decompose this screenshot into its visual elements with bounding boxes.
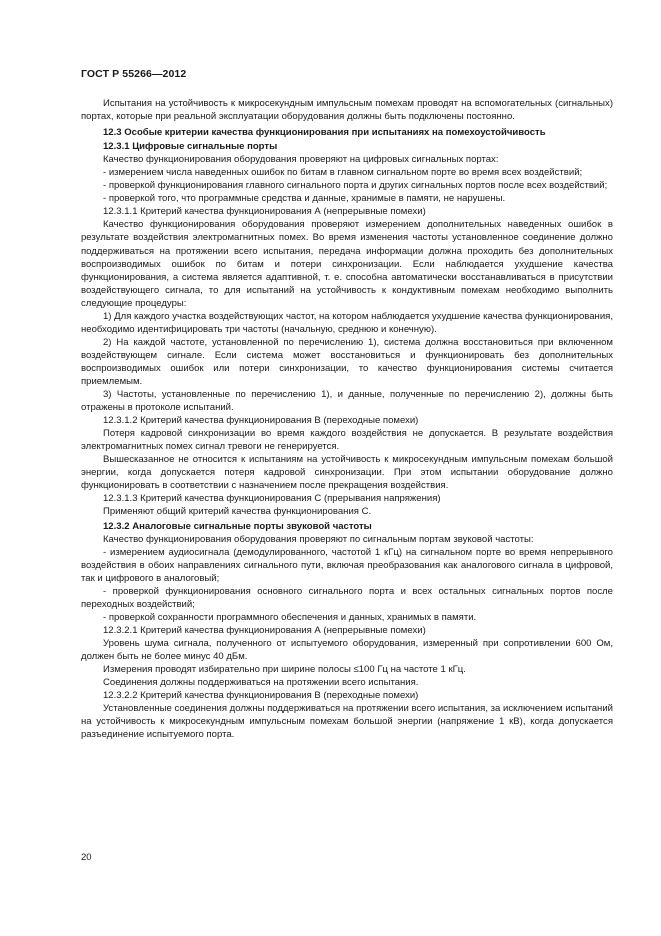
list-item: 3) Частоты, установленные по перечислению 1), и данные, полученные по перечислению 2), должны быть отражены в протоколе испытаний. <box>81 389 613 414</box>
subsection-heading: 12.3.1.1 Критерий качества функционирования А (непрерывные помехи) <box>103 206 426 218</box>
subsection-heading: 12.3.1.2 Критерий качества функционирования В (переходные помехи) <box>103 415 419 427</box>
list-item: 1) Для каждого участка воздействующих частот, на котором наблюдается ухудшение качества функционирования, необходимо идентифицировать три частоты (начальную, среднюю и конечную). <box>81 310 613 335</box>
paragraph: Вышесказанное не относится к испытаниям на устойчивость к микросекундным импульсным помехам большой энергии, когда допускается потеря кадровой синхронизации. При этом испытании оборудование должно функционировать в соответствии с назначением после прекращения воздействия. <box>81 454 613 492</box>
subsection-heading: 12.3.2.1 Критерий качества функционирования А (непрерывные помехи) <box>103 624 426 636</box>
paragraph: Соединения должны поддерживаться на протяжении всего испытания. <box>103 677 419 689</box>
list-item: - измерением числа наведенных ошибок по битам в главном сигнальном порте во время всех воздействий; <box>103 167 583 179</box>
list-item: 2) На каждой частоте, установленной по перечислению 1), система должна восстановиться при включенном воздействующем сигнале. Если система может восстановиться и функционировать без дополнительных воспроизводимых ошибок или потери синхронизации, то качество функционирования системы считается приемлемым. <box>81 336 613 387</box>
paragraph: Испытания на устойчивость к микросекундным импульсным помехам проводят на вспомогательных (сигнальных) портах, которые при реальной эксплуатации оборудования должны быть подключены постоянно. <box>81 98 613 123</box>
document-body <box>81 97 613 741</box>
page-number: 20 <box>81 852 92 863</box>
list-item: - проверкой того, что программные средства и данные, хранимые в памяти, не нарушены. <box>103 193 506 205</box>
list-item: - проверкой функционирования основного сигнального порта и всех остальных сигнальных портов после переходных воздействий; <box>81 585 613 610</box>
subsection-heading: 12.3.1.3 Критерий качества функционирования С (прерывания напряжения) <box>103 493 441 505</box>
list-item: - проверкой функционирования главного сигнального порта и других сигнальных портов после всех воздействий; <box>103 180 608 192</box>
paragraph: Уровень шума сигнала, полученного от испытуемого оборудования, измеренный при сопротивлении 600 Ом, должен быть не более минус 40 дБм. <box>81 637 613 662</box>
list-item: - измерением аудиосигнала (демодулированного, частотой 1 кГц) на сигнальном порте во время непрерывного воздействия в обоих направлениях сигнального пути, включая преобразования как аналогового сигнала в цифровой, так и цифрового в аналоговый; <box>81 546 613 584</box>
paragraph: Качество функционирования оборудования проверяют по сигнальным портам звуковой частоты: <box>103 533 534 545</box>
section-heading-12-3-2: 12.3.2 Аналоговые сигнальные порты звуковой частоты <box>103 520 372 532</box>
paragraph: Потеря кадровой синхронизации во время каждого воздействия не допускается. В результате воздействия электромагнитных помех сигнал тревоги не генерируется. <box>81 428 613 453</box>
paragraph: Качество функционирования оборудования проверяют измерением дополнительных наведенных ошибок в результате воздействия электромагнитных помех. Во время изменения частоты установленное соединение должно поддерживаться на протяжении всего испытания, передача информации должна проходить без дополнительных воспроизводимых ошибок по битам и потери синхронизации. Если наблюдается ухудшение качества функционирования, а система является адаптивной, т. е. способна автоматически восстанавливаться в присутствии воздействующего сигнала, то для испытаний на устойчивость к кондуктивным помехам необходимо выполнить следующие процедуры: <box>81 219 613 309</box>
section-heading-12-3-1: 12.3.1 Цифровые сигнальные порты <box>103 141 278 153</box>
paragraph: Установленные соединения должны поддерживаться на протяжении всего испытания, за исключением испытаний на устойчивость к микросекундным импульсным помехам большой энергии (напряжение 1 кВ), когда допускается разъединение испытуемого порта. <box>81 703 613 741</box>
section-heading-12-3: 12.3 Особые критерии качества функционирования при испытаниях на помехоустойчивость <box>103 127 546 139</box>
paragraph: Применяют общий критерий качества функционирования С. <box>103 506 372 518</box>
paragraph: Качество функционирования оборудования проверяют на цифровых сигнальных портах: <box>103 154 499 166</box>
document-header: ГОСТ Р 55266—2012 <box>81 68 187 80</box>
subsection-heading: 12.3.2.2 Критерий качества функционирования В (переходные помехи) <box>103 690 419 702</box>
list-item: - проверкой сохранности программного обеспечения и данных, хранимых в памяти. <box>103 611 477 623</box>
paragraph: Измерения проводят избирательно при ширине полосы ≤100 Гц на частоте 1 кГц. <box>103 664 466 676</box>
